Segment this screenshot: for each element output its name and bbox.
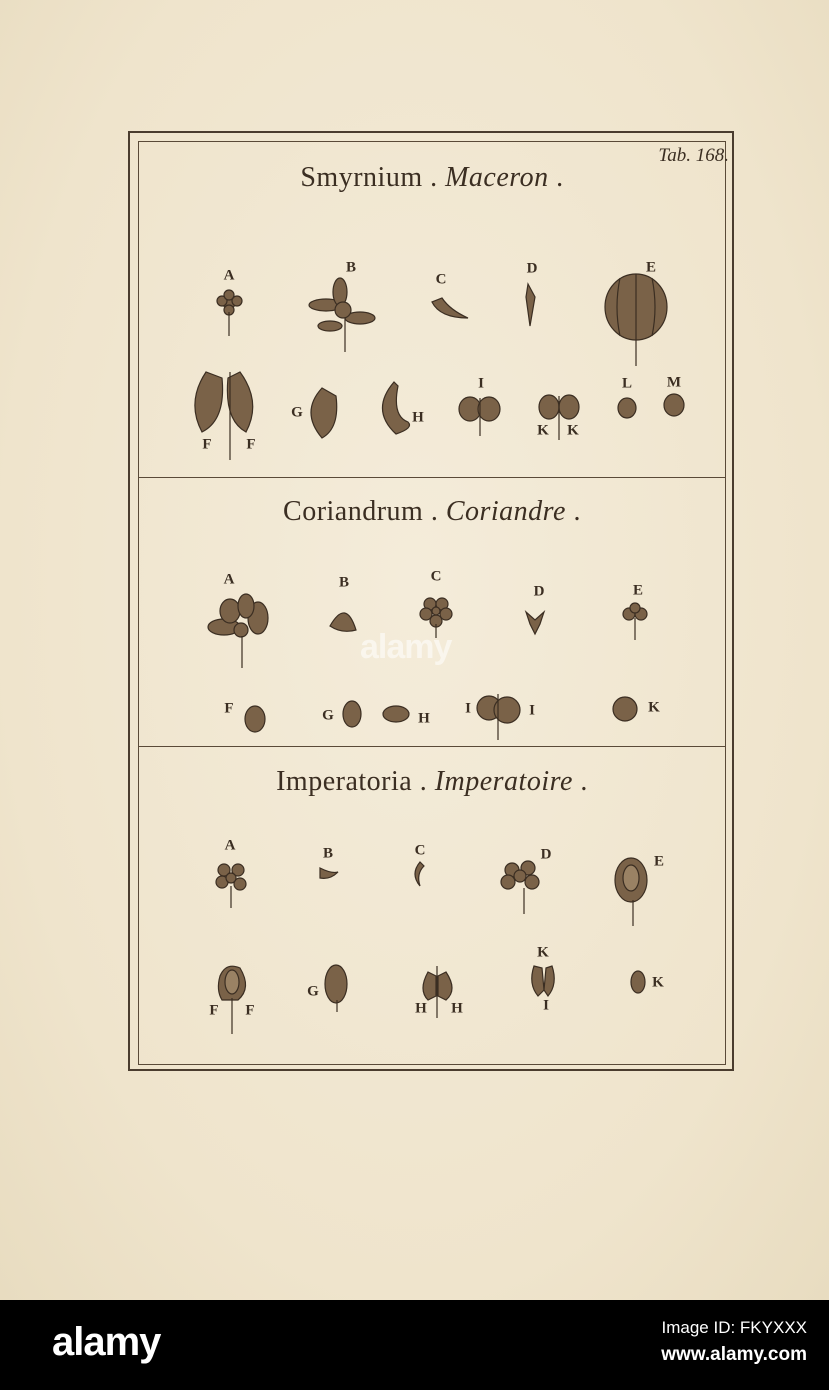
- specimen-seed-section: [459, 397, 500, 436]
- site-url[interactable]: www.alamy.com: [661, 1344, 807, 1365]
- specimen-seed-pair: [477, 694, 520, 740]
- section-title-coriandrum: Coriandrum . Coriandre .: [283, 496, 581, 527]
- specimen-seed-section: [218, 966, 245, 1034]
- figure-letter: I: [478, 375, 484, 392]
- section-title-imperatoria: Imperatoria . Imperatoire .: [276, 766, 588, 797]
- figure-letter: K: [567, 422, 579, 439]
- figure-letter: F: [224, 700, 234, 717]
- figure-letter: I: [465, 700, 471, 717]
- specimen-fruit: [615, 858, 647, 926]
- figure-letter: D: [533, 583, 545, 600]
- french-name: Maceron: [445, 162, 549, 193]
- figure-letter: E: [645, 259, 657, 276]
- figure-letter: K: [648, 699, 660, 716]
- specimen-flower: [208, 594, 268, 668]
- specimen-seed: [343, 701, 361, 727]
- figure-letter: D: [540, 846, 552, 863]
- specimen-petal: [432, 298, 468, 318]
- specimen-fruit: [605, 274, 667, 366]
- figure-letter: G: [322, 707, 334, 724]
- figure-letter: B: [322, 845, 334, 862]
- specimen-pistil: [623, 603, 647, 640]
- figure-letter: I: [529, 702, 535, 719]
- specimen-pistil: [526, 284, 535, 326]
- latin-name: Coriandrum: [283, 496, 424, 527]
- specimen-seed: [383, 706, 409, 722]
- figure-letter: C: [430, 568, 442, 585]
- figure-letter: E: [653, 853, 665, 870]
- latin-name: Smyrnium: [300, 162, 423, 193]
- figure-letter: L: [621, 375, 633, 392]
- figure-letter: B: [338, 574, 350, 591]
- figure-letter: A: [223, 571, 235, 588]
- specimen-seed-halves: [423, 966, 452, 1018]
- stock-footer-bar: [0, 1300, 829, 1390]
- figure-letter: I: [543, 997, 549, 1014]
- specimen-stamen: [415, 862, 424, 886]
- figure-letter: A: [223, 267, 235, 284]
- image-id: Image ID: FKYXXX: [661, 1318, 807, 1337]
- specimen-flower: [217, 290, 242, 336]
- specimen-seed-halves: [532, 966, 555, 996]
- image-reference: [661, 1318, 807, 1366]
- french-name: Coriandre: [445, 496, 566, 527]
- specimen-flower: [309, 278, 375, 352]
- figure-letter: K: [652, 974, 664, 991]
- figure-letter: H: [418, 710, 430, 727]
- figure-letter: H: [451, 1000, 463, 1017]
- plate-number: Tab. 168.: [658, 145, 729, 166]
- specimen-flower-bud: [526, 612, 544, 634]
- figure-letter: A: [224, 837, 236, 854]
- specimen-seed-l: [618, 398, 636, 418]
- figure-letter: G: [307, 983, 319, 1000]
- specimen-seed: [631, 971, 645, 993]
- specimen-seed: [325, 965, 347, 1012]
- section-title-smyrnium: Smyrnium . Maceron .: [300, 162, 564, 193]
- specimen-seed: [382, 382, 409, 434]
- specimen-flower: [216, 864, 246, 908]
- figure-letter: K: [537, 422, 549, 439]
- specimen-seed: [311, 388, 337, 438]
- figure-letter: G: [291, 404, 303, 421]
- figure-letter: K: [537, 944, 549, 961]
- figure-letter: H: [412, 409, 424, 426]
- figure-letter: M: [666, 374, 682, 391]
- figure-letter: E: [632, 582, 644, 599]
- figure-letter: D: [526, 260, 538, 277]
- figure-letter: C: [414, 842, 426, 859]
- figure-letter: C: [435, 271, 447, 288]
- figure-letter: F: [202, 436, 212, 453]
- figure-letter: F: [245, 1002, 255, 1019]
- specimen-seed: [245, 706, 265, 732]
- figure-letter: H: [415, 1000, 427, 1017]
- alamy-logo[interactable]: alamy: [52, 1320, 161, 1364]
- specimen-petal: [330, 613, 356, 631]
- figure-letter: F: [209, 1002, 219, 1019]
- specimen-seed: [613, 697, 637, 721]
- latin-name: Imperatoria: [276, 766, 413, 797]
- figure-letter: F: [246, 436, 256, 453]
- french-name: Imperatoire: [434, 766, 573, 797]
- specimen-seed-m: [664, 394, 684, 416]
- specimen-flower: [501, 861, 539, 914]
- watermark-logo: alamy: [360, 628, 452, 666]
- figure-letter: B: [345, 259, 357, 276]
- specimen-petal: [320, 868, 338, 878]
